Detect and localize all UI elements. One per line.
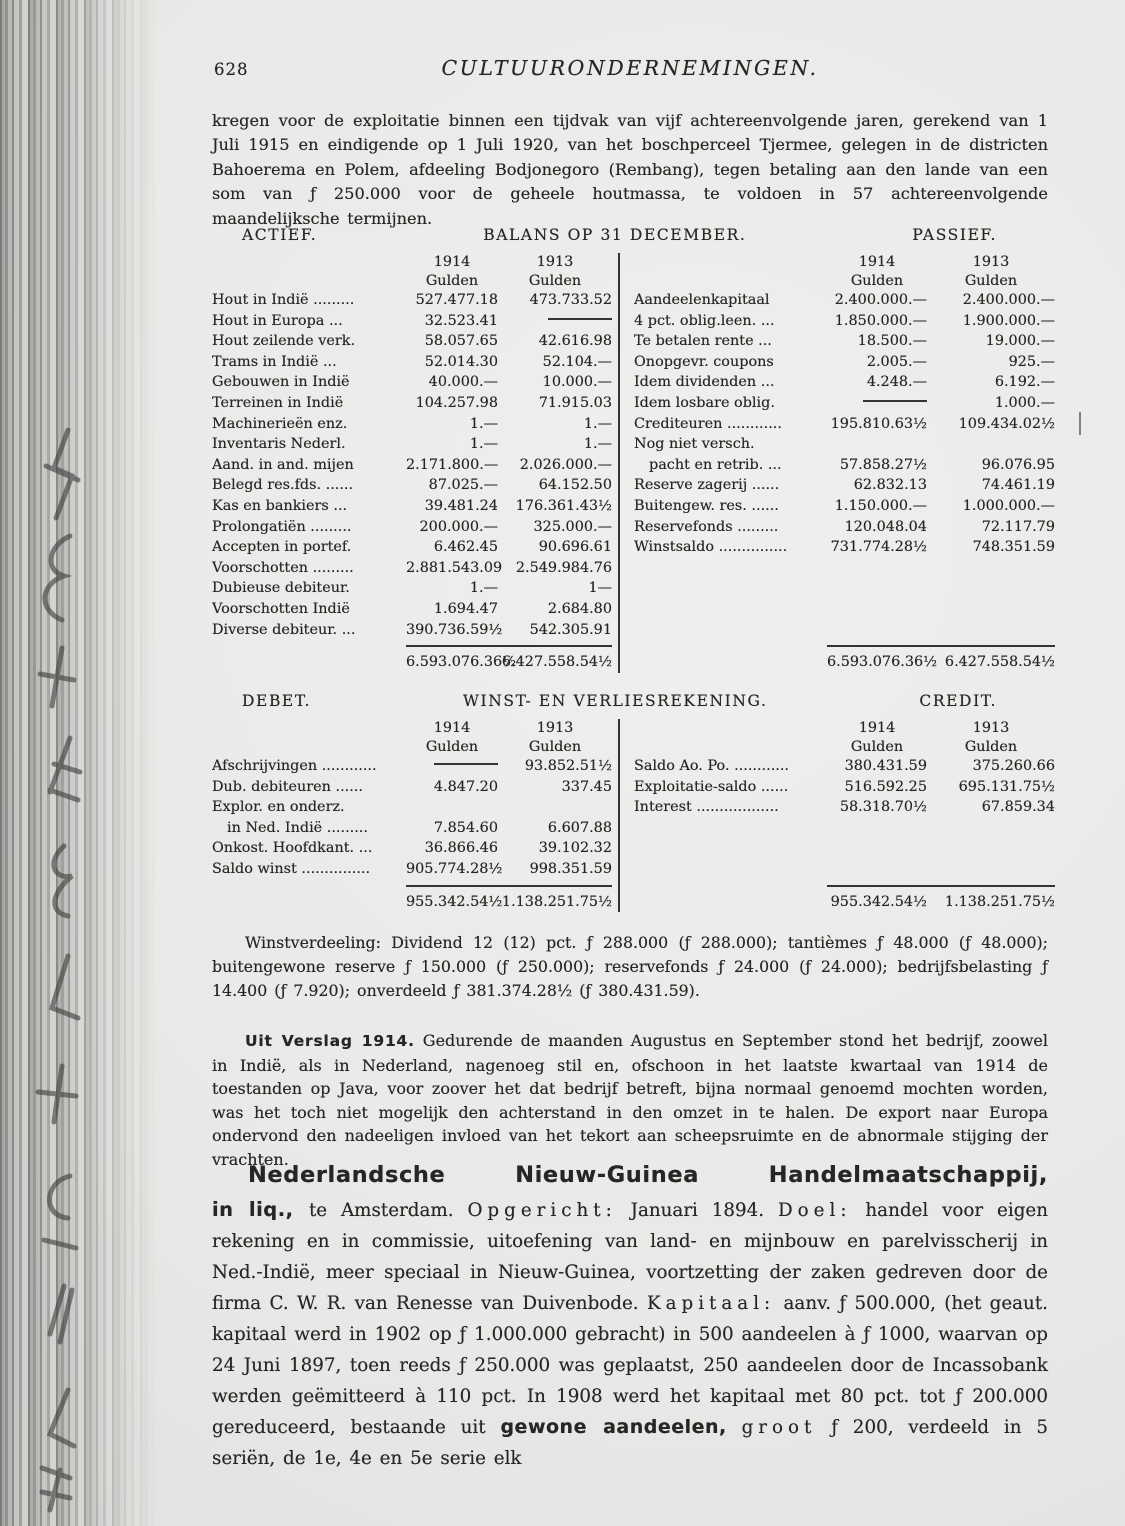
table-row	[212, 414, 612, 435]
totals-values	[406, 885, 612, 913]
value-1913: 6.192.—	[994, 374, 1055, 391]
row-label: Kas en bankiers ...	[212, 497, 348, 514]
table-row	[212, 838, 612, 859]
totals-row	[212, 640, 612, 673]
row-label: Aandeelenkapitaal	[634, 292, 770, 308]
text-segment-spaced: Opgericht:	[467, 1200, 617, 1221]
table-row	[212, 756, 612, 777]
credit-table	[618, 719, 1055, 912]
row-label: Onopgevr. coupons	[634, 353, 774, 370]
text-segment-spaced: Doel:	[778, 1200, 852, 1221]
value-1913: 473.733.52	[529, 292, 612, 308]
year-col-1913: 1913	[536, 254, 574, 270]
passief-heading: PASSIEF.	[912, 226, 997, 244]
scan-stray-mark	[1079, 412, 1081, 435]
value-1913: 1.900.000.—	[962, 312, 1055, 329]
table-row	[212, 331, 612, 352]
value-1914: 52.014.30	[424, 353, 498, 370]
value-1913: 109.434.02½	[958, 415, 1055, 432]
total-1914: 955.342.54½	[406, 893, 503, 910]
page-title: CULTUURONDERNEMINGEN.	[441, 56, 819, 80]
row-label: Aand. in and. mijen	[212, 456, 354, 473]
row-label: Voorschotten Indië	[212, 600, 350, 617]
column-unit-row	[634, 272, 1055, 291]
value-1914: 195.810.63½	[830, 415, 927, 432]
table-row	[212, 859, 612, 880]
row-label: Dub. debiteuren ......	[212, 778, 363, 795]
value-1914: 120.048.04	[844, 518, 927, 535]
value-1914: 516.592.25	[844, 778, 927, 795]
colhead-spacer	[634, 738, 827, 757]
value-1914: 40.000.—	[428, 374, 498, 391]
unit-gulden: Gulden	[528, 272, 582, 289]
table-row	[634, 290, 1055, 311]
value-1914: 380.431.59	[844, 758, 927, 774]
table-row	[212, 352, 612, 373]
intro-paragraph	[212, 109, 1048, 231]
table-row	[634, 475, 1055, 496]
colhead-spacer	[212, 272, 406, 291]
totals-row	[212, 880, 612, 913]
table-row	[212, 537, 612, 558]
value-1913: 10.000.—	[542, 374, 612, 391]
text-segment-heading2: in liq.,	[212, 1198, 309, 1221]
value-1914: 2.005.—	[866, 353, 927, 370]
row-label: Winstsaldo ...............	[634, 539, 788, 556]
intro-text: kregen voor de exploitatie binnen een tijdvak van vijf achtereenvolgende jaren, gerekend van 1 Juli 1915 en eindigende op 1 Juli 1920, van het boschperceel Tjermee, gelegen in de districten Bahoerema en Polem, afdeeling Bodjonegoro (Rembang), tegen betaling aan den lande van een som van ƒ 250.000 voor de geheele houtmassa, te voldoen in 57 achtereenvolgende maandelijksche termijnen.	[212, 111, 1048, 228]
table-row	[212, 393, 612, 414]
value-1913: 1.000.—	[994, 394, 1055, 411]
row-label: Voorschotten .........	[212, 559, 354, 576]
totals-row	[634, 640, 1055, 673]
year-col-1913: 1913	[972, 254, 1010, 270]
text-segment-normal: handel voor eigen rekening en in commissie, uitoefening van land- en mijnbouw en parelvisscherij in Ned.-Indië, meer speciaal in Nieuw-Guinea, voortzetting der zaken gedreven door de firma C. W. R. van Renesse van Duivenbode.	[212, 1200, 1049, 1314]
column-years-row	[634, 719, 1055, 738]
profit-loss-section	[212, 692, 1055, 912]
total-1914: 955.342.54½	[830, 893, 927, 910]
totals-spacer	[212, 880, 406, 913]
colhead-spacer	[212, 738, 406, 757]
actief-table	[212, 253, 618, 673]
value-1913: 1.—	[583, 436, 612, 453]
value-1914: 731.774.28½	[830, 539, 927, 556]
value-1913: 1.—	[583, 415, 612, 432]
row-label: Belegd res.fds. ......	[212, 477, 354, 494]
passief-table	[618, 253, 1055, 673]
table-row	[212, 434, 612, 455]
value-1914: 905.774.28½	[406, 860, 503, 877]
table-row	[212, 599, 612, 620]
table-row	[634, 372, 1055, 393]
text-segment-heading: Nederlandsche Nieuw-Guinea Handelmaatschappij,	[248, 1162, 1048, 1188]
table-row	[212, 620, 612, 641]
table-row	[634, 537, 1055, 558]
table-row	[212, 797, 612, 818]
value-1913: 337.45	[561, 778, 612, 795]
totals-spacer	[212, 640, 406, 673]
column-years-row	[212, 719, 612, 738]
row-label: Crediteuren ............	[634, 415, 782, 432]
page-header	[212, 56, 1048, 86]
row-label: 4 pct. oblig.leen. ...	[634, 312, 775, 329]
table-row	[212, 475, 612, 496]
value-1914: 18.500.—	[857, 333, 927, 350]
value-1914	[827, 393, 927, 414]
row-label: Onkost. Hoofdkant. ...	[212, 840, 373, 857]
row-label: Afschrijvingen ............	[212, 758, 377, 774]
total-1913: 1.138.251.75½	[944, 893, 1055, 910]
value-1914: 390.736.59½	[406, 621, 503, 638]
value-1913: 325.000.—	[533, 518, 612, 535]
value-1913: 998.351.59	[529, 860, 612, 877]
totals-row	[634, 880, 1055, 913]
table-row	[212, 818, 612, 839]
table-row	[212, 558, 612, 579]
row-label: Dubieuse debiteur.	[212, 580, 350, 597]
value-1913: 42.616.98	[538, 333, 612, 350]
year-col-1913: 1913	[972, 720, 1010, 736]
total-1913: 6.427.558.54½	[944, 654, 1055, 671]
row-label: Idem losbare oblig.	[634, 394, 775, 411]
value-1914: 2.881.543.09	[406, 559, 503, 576]
value-1914: 4.847.20	[433, 778, 498, 795]
value-1913: 39.102.32	[538, 840, 612, 857]
unit-gulden: Gulden	[850, 738, 904, 755]
value-1914: 7.854.60	[433, 819, 498, 836]
unit-gulden: Gulden	[964, 272, 1018, 289]
unit-gulden: Gulden	[850, 272, 904, 289]
text-segment-normal	[727, 1417, 742, 1438]
value-1913: 2.549.984.76	[515, 559, 612, 576]
table-row	[634, 393, 1055, 414]
row-label: Prolongatiën .........	[212, 518, 352, 535]
table-row	[634, 517, 1055, 538]
value-1914: 4.248.—	[866, 374, 927, 391]
text-segment-spaced: groot	[741, 1417, 817, 1438]
value-1914: 527.477.18	[415, 292, 498, 308]
value-1913: 52.104.—	[542, 353, 612, 370]
total-1914: 6.593.076.36½	[406, 654, 517, 671]
row-label: in Ned. Indië .........	[227, 819, 368, 836]
column-unit-row	[212, 272, 612, 291]
balance-sheet-section	[212, 226, 1055, 673]
text-segment-spaced: Kapitaal:	[646, 1293, 776, 1314]
row-label: Exploitatie-saldo ......	[634, 778, 789, 795]
unit-gulden: Gulden	[425, 272, 479, 289]
colhead-spacer	[212, 719, 406, 738]
value-1914: 1.—	[469, 580, 498, 597]
row-label: Idem dividenden ...	[634, 374, 775, 391]
row-label: Hout zeilende verk.	[212, 333, 356, 350]
year-col-1914: 1914	[433, 720, 471, 736]
value-1913: 67.859.34	[981, 799, 1055, 816]
total-1913: 6.427.558.54½	[501, 654, 612, 671]
value-1914: 2.171.800.—	[406, 456, 499, 473]
value-1913: 93.852.51½	[524, 758, 612, 774]
colhead-spacer	[634, 253, 827, 272]
table-row	[634, 756, 1055, 777]
text-segment-normal: aanv. ƒ 500.000, (het geaut. kapitaal werd in 1902 op ƒ 1.000.000 gebracht) in 500 aandeelen à ƒ 1000, waarvan op 24 Juni 1897, toen reeds ƒ 250.000 was geplaatst, 250 aandeelen door de Incassobank werden geëmitteerd à 110 pct. In 1908 werd het kapitaal met 80 pct. tot ƒ 200.000 gereduceerd, bestaande uit	[212, 1293, 1048, 1438]
table-row	[634, 496, 1055, 517]
value-1913: 19.000.—	[985, 333, 1055, 350]
value-1914: 2.400.000.—	[834, 292, 927, 308]
row-label: Gebouwen in Indië	[212, 374, 350, 391]
totals-values	[406, 645, 612, 673]
value-1913: 375.260.66	[972, 758, 1055, 774]
value-1913: 6.607.88	[547, 819, 612, 836]
text-segment-normal: ƒ 200, verdeeld in 5 seriën, de 1e, 4e en 5e serie elk	[212, 1417, 1048, 1469]
table-row	[634, 434, 1055, 455]
value-1914: 62.832.13	[853, 477, 927, 494]
table-row	[634, 331, 1055, 352]
value-1913: 72.117.79	[981, 518, 1055, 535]
table-row	[212, 496, 612, 517]
table-row	[634, 414, 1055, 435]
page-number: 628	[214, 60, 249, 79]
total-1914: 6.593.076.36½	[827, 654, 938, 671]
value-1914: 87.025.—	[428, 477, 498, 494]
row-label: Reserve zagerij ......	[634, 477, 780, 494]
row-label: Trams in Indië ...	[212, 353, 337, 370]
credit-heading: CREDIT.	[919, 692, 997, 710]
value-1914: 1.694.47	[433, 600, 498, 617]
balance-headings	[212, 226, 1055, 244]
column-years-row	[212, 253, 612, 272]
row-label: Buitengew. res. ......	[634, 497, 779, 514]
value-1913: 2.400.000.—	[962, 292, 1055, 308]
value-1914: 1.—	[469, 436, 498, 453]
value-1914: 200.000.—	[419, 518, 498, 535]
row-label: Reservefonds .........	[634, 518, 779, 535]
value-1914	[406, 756, 498, 777]
column-unit-row	[634, 738, 1055, 757]
year-col-1913: 1913	[536, 720, 574, 736]
value-1914: 57.858.27½	[839, 456, 927, 473]
row-label: Saldo winst ...............	[212, 860, 371, 877]
unit-gulden: Gulden	[425, 738, 479, 755]
row-label: Saldo Ao. Po. ............	[634, 758, 789, 774]
value-1914: 104.257.98	[415, 394, 498, 411]
value-1913: 2.684.80	[547, 600, 612, 617]
unit-gulden: Gulden	[528, 738, 582, 755]
totals-spacer	[634, 640, 827, 673]
column-unit-row	[212, 738, 612, 757]
annual-report-text: Gedurende de maanden Augustus en September stond het bedrijf, zoowel in Indië, als in Nederland, nagenoeg stil en, ofschoon in het laatste kwartaal van 1914 de toestanden op Java, voor zoover het dat bedrijf betreft, bijna normaal genoemd mochten worden, was het toch niet mogelijk den achterstand in den omzet in te halen. De export naar Europa ondervond den nadeeligen invloed van het tekort aan scheepsruimte en de abnormale stijging der vrachten.	[212, 1031, 1048, 1169]
table-row	[212, 455, 612, 476]
row-label: Te betalen rente ...	[634, 333, 772, 350]
table-row	[634, 797, 1055, 818]
value-1913: 176.361.43½	[515, 497, 612, 514]
value-1913: 695.131.75½	[958, 778, 1055, 795]
totals-spacer	[634, 880, 827, 913]
value-1914: 36.866.46	[424, 840, 498, 857]
balance-title: BALANS OP 31 DECEMBER.	[483, 226, 747, 244]
total-1913: 1.138.251.75½	[501, 893, 612, 910]
profit-distribution-paragraph	[212, 931, 1048, 1003]
row-label: pacht en retrib. ...	[649, 456, 782, 473]
colhead-spacer	[212, 253, 406, 272]
table-row	[634, 311, 1055, 332]
annual-report-lead: Uit Verslag 1914.	[245, 1032, 415, 1050]
table-row	[212, 578, 612, 599]
margin-handwriting-marks	[4, 408, 116, 1518]
value-1913: 925.—	[1008, 353, 1055, 370]
row-label: Hout in Europa ...	[212, 312, 343, 329]
table-row	[634, 352, 1055, 373]
table-row	[212, 777, 612, 798]
value-1913	[498, 311, 612, 332]
totals-values	[827, 645, 1055, 673]
value-1914: 39.481.24	[424, 497, 498, 514]
value-1914: 32.523.41	[424, 312, 498, 329]
row-label: Diverse debiteur. ...	[212, 621, 356, 638]
row-label: Hout in Indië .........	[212, 292, 355, 308]
year-col-1914: 1914	[433, 254, 471, 270]
value-1914: 58.318.70½	[839, 799, 927, 816]
column-years-row	[634, 253, 1055, 272]
value-1913: 748.351.59	[972, 539, 1055, 556]
value-1914: 1.850.000.—	[834, 312, 927, 329]
table-row	[634, 455, 1055, 476]
row-label: Machinerieën enz.	[212, 415, 348, 432]
value-1913: 64.152.50	[538, 477, 612, 494]
text-segment-normal: Januari 1894.	[616, 1200, 779, 1221]
row-label: Interest ..................	[634, 799, 779, 816]
table-row	[212, 290, 612, 311]
actief-heading: ACTIEF.	[242, 226, 318, 244]
value-1913: 96.076.95	[981, 456, 1055, 473]
company-entry-paragraph	[212, 1160, 1048, 1474]
value-1913: 1—	[588, 580, 612, 597]
value-1914: 1.150.000.—	[834, 497, 927, 514]
table-row	[212, 372, 612, 393]
year-col-1914: 1914	[858, 254, 896, 270]
value-1913: 2.026.000.—	[519, 456, 612, 473]
colhead-spacer	[634, 719, 827, 738]
pnl-title: WINST- EN VERLIESREKENING.	[462, 692, 768, 710]
value-1913: 1.000.000.—	[962, 497, 1055, 514]
blank-rule	[434, 763, 498, 765]
value-1913: 74.461.19	[981, 477, 1055, 494]
value-1913: 542.305.91	[529, 621, 612, 638]
value-1914: 58.057.65	[424, 333, 498, 350]
value-1913: 71.915.03	[538, 394, 612, 411]
unit-gulden: Gulden	[964, 738, 1018, 755]
value-1914: 1.—	[469, 415, 498, 432]
annual-report-paragraph	[212, 1029, 1048, 1171]
debet-heading: DEBET.	[242, 692, 312, 710]
row-label: Explor. en onderz.	[212, 799, 345, 816]
totals-values	[827, 885, 1055, 913]
blank-rule	[548, 318, 612, 320]
row-label: Inventaris Nederl.	[212, 436, 346, 453]
table-row	[634, 777, 1055, 798]
debet-table	[212, 719, 618, 912]
profit-distribution-text: Winstverdeeling: Dividend 12 (12) pct. ƒ 288.000 (ƒ 288.000); tantièmes ƒ 48.000 (ƒ 48.000); buitengewone reserve ƒ 150.000 (ƒ 250.000); reservefonds ƒ 24.000 (ƒ 24.000); bedrijfsbelasting ƒ 14.400 (ƒ 7.920); onverdeeld ƒ 381.374.28½ (ƒ 380.431.59).	[212, 933, 1048, 1000]
value-1913: 90.696.61	[538, 539, 612, 556]
blank-rule	[863, 400, 927, 402]
year-col-1914: 1914	[858, 720, 896, 736]
row-label: Accepten in portef.	[212, 539, 352, 556]
value-1914: 6.462.45	[433, 539, 498, 556]
pnl-headings	[212, 692, 1055, 710]
row-label: Nog niet versch.	[634, 436, 755, 453]
row-label: Terreinen in Indië	[212, 394, 344, 411]
text-segment-normal: te Amsterdam.	[308, 1200, 468, 1221]
table-row	[212, 311, 612, 332]
table-row	[212, 517, 612, 538]
colhead-spacer	[634, 272, 827, 291]
text-segment-bold: gewone aandeelen,	[500, 1416, 727, 1438]
